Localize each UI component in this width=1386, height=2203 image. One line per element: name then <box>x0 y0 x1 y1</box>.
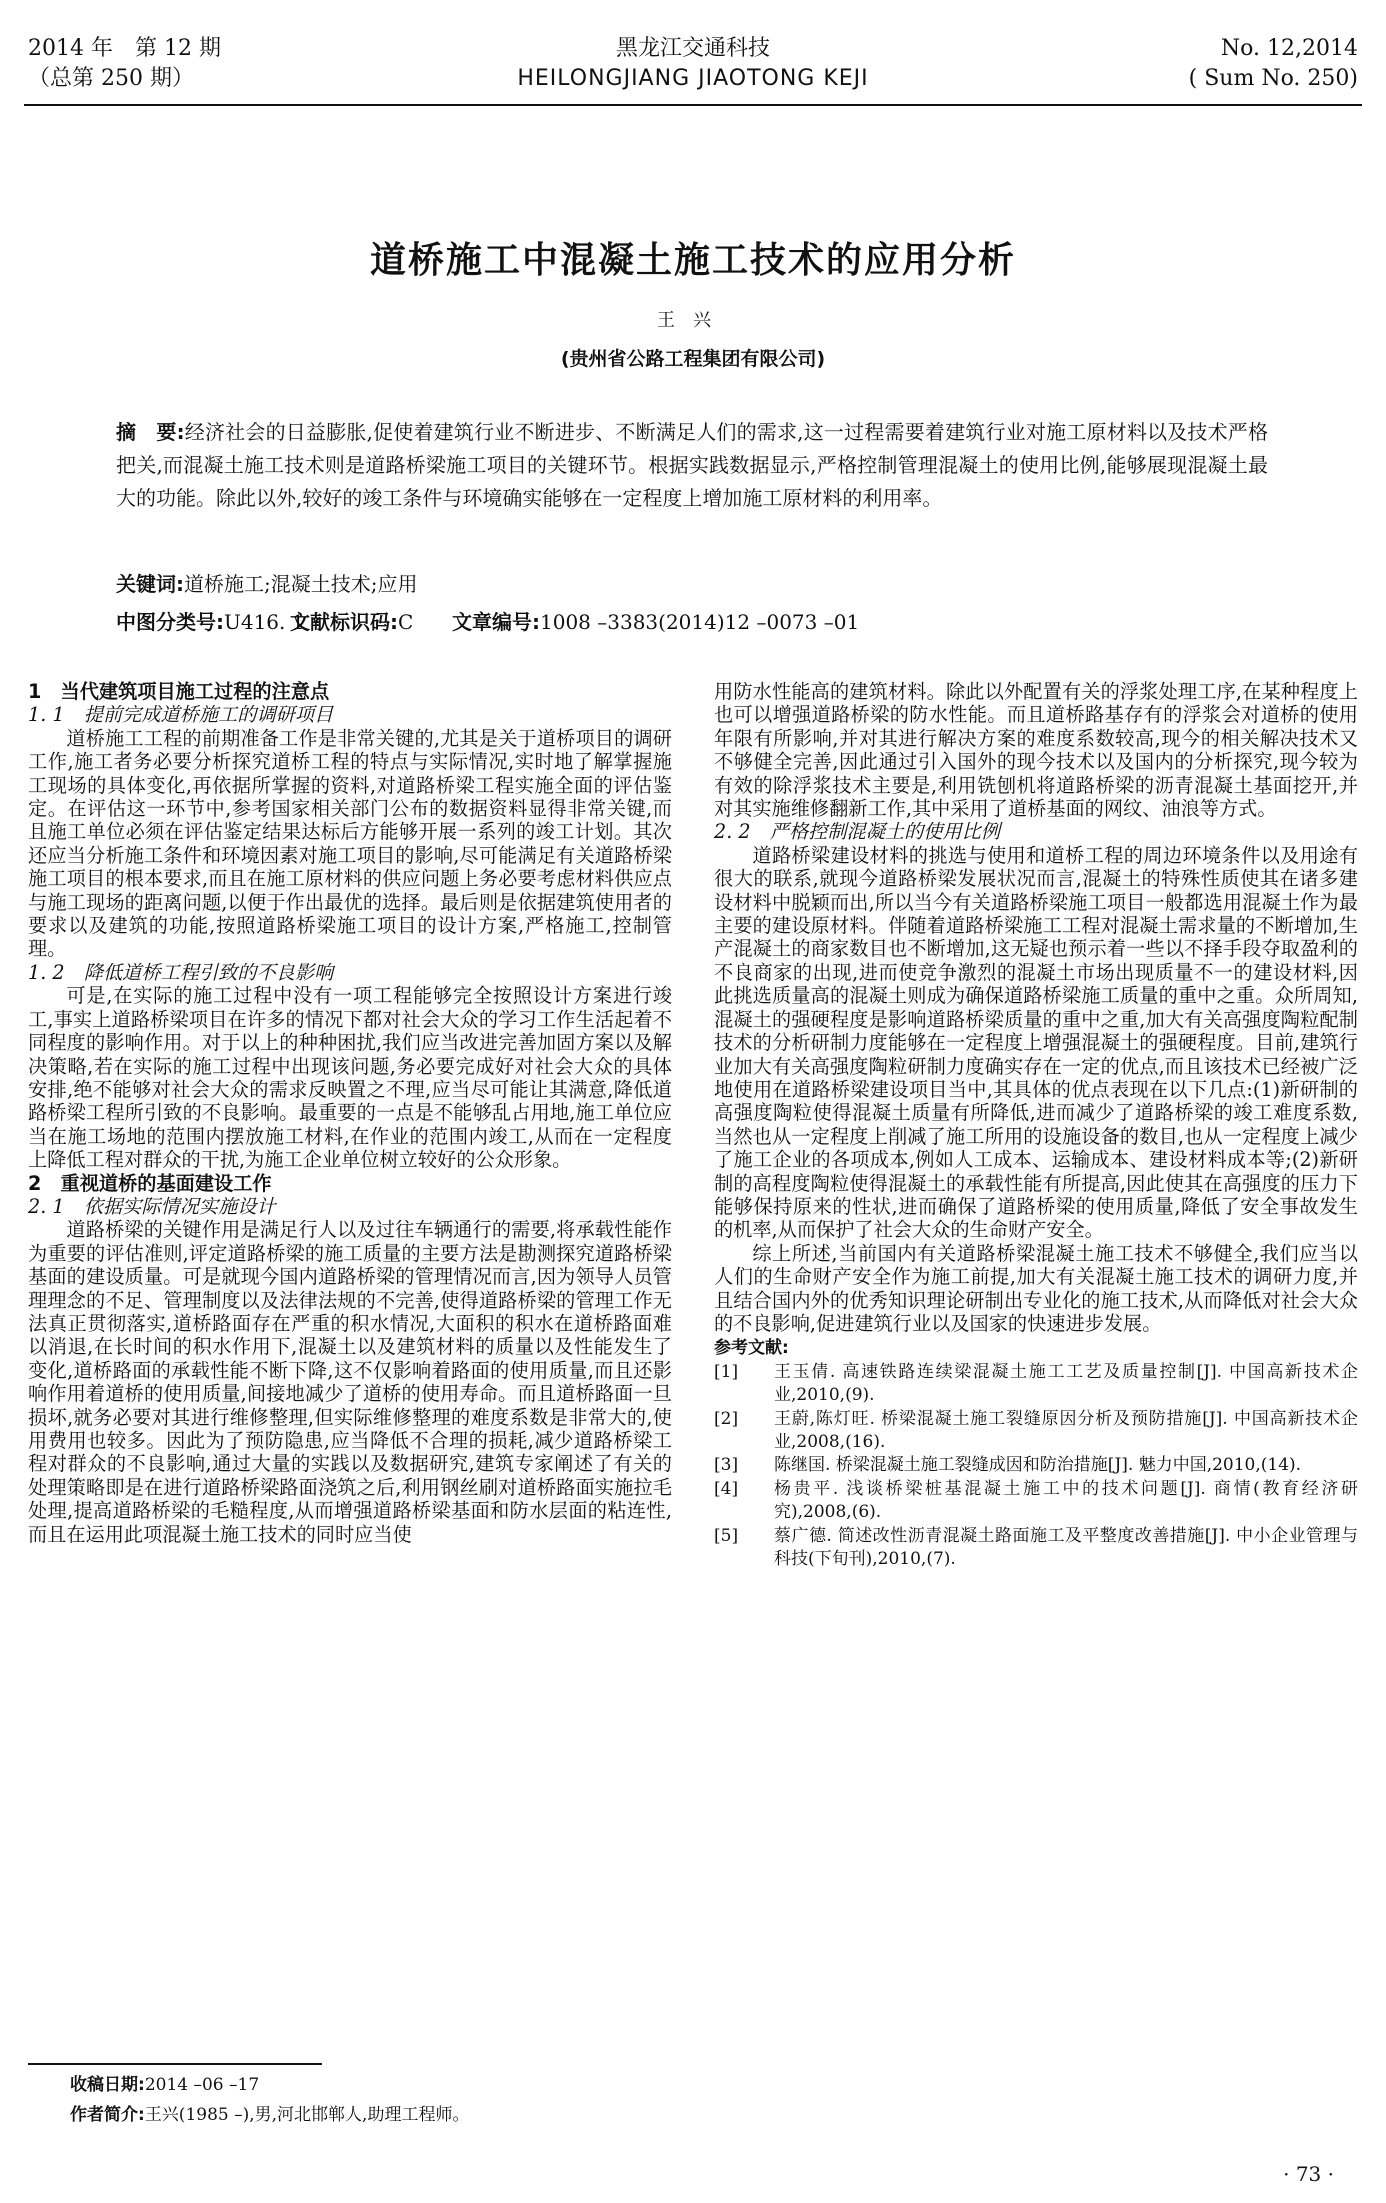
subsection-heading: 1. 1 提前完成道桥施工的调研项目 <box>28 703 334 727</box>
paper-title: 道桥施工中混凝土施工技术的应用分析 <box>369 240 1016 281</box>
reference-text: 蔡广德. 简述改性沥青混凝土路面施工及平整度改善措施[J]. 中小企业管理与科技(下旬刊),2010,(7). <box>774 1525 1358 1570</box>
doc-label: 文献标识码: <box>290 610 398 634</box>
clc-number <box>116 606 304 639</box>
reference-item <box>714 1361 1358 1408</box>
art-label: 文章编号: <box>452 610 540 634</box>
reference-number: [3] <box>714 1455 739 1476</box>
keywords-text: 道桥施工;混凝土技术;应用 <box>184 572 418 596</box>
body-paragraph: 可是,在实际的施工过程中没有一项工程能够完全按照设计方案进行竣工,事实上道路桥梁项目在许多的情况下都对社会大众的学习工作生活起着不同程度的影响作用。对于以上的种种困扰,我们应当改进完善加固方案以及解决策略,若在实际的施工过程中出现该问题,务必要完成好对社会大众的具体安排,绝不能够对社会大众的需求反映置之不理,应当尽可能让其满意,降低道路桥梁工程所引致的不良影响。最重要的一点是不能够乱占用地,施工单位应当在施工场地的范围内摆放施工材料,在作业的范围内竣工,从而在一定程度上降低工程对群众的干扰,为施工企业单位树立较好的公众形象。 <box>28 984 672 1172</box>
received-date <box>70 2074 259 2096</box>
references-heading: 参考文献: <box>714 1338 789 1359</box>
reference-number: [5] <box>714 1525 739 1546</box>
body-column-left <box>28 680 672 1546</box>
section-heading: 1 当代建筑项目施工过程的注意点 <box>28 680 330 703</box>
issue-total: （总第 250 期） <box>28 66 194 91</box>
received-value: 2014 –06 –17 <box>144 2075 260 2095</box>
journal-issue-info-en <box>1189 34 1358 94</box>
reference-item <box>714 1478 1358 1525</box>
issue-number: 2014 年 第 12 期 <box>28 36 221 61</box>
reference-item <box>714 1408 1358 1455</box>
doc-value: C <box>398 610 414 634</box>
header-rule <box>24 104 1362 106</box>
keywords <box>116 568 417 601</box>
issue-number-en: No. 12,2014 <box>1220 36 1358 61</box>
journal-name-cn: 黑龙江交通科技 <box>615 36 770 61</box>
body-column-right <box>714 680 1358 1571</box>
reference-item <box>714 1525 1358 1572</box>
reference-text: 王玉倩. 高速铁路连续梁混凝土施工工艺及质量控制[J]. 中国高新技术企业,2010,(9). <box>774 1361 1358 1406</box>
document-code <box>290 606 413 639</box>
subsection-heading: 2. 1 依据实际情况实施设计 <box>28 1194 276 1218</box>
reference-text: 杨贵平. 浅谈桥梁桩基混凝土施工中的技术问题[J]. 商情(教育经济研究),2008,(6). <box>774 1478 1358 1523</box>
journal-name <box>0 34 1386 94</box>
issue-total-en: ( Sum No. 250) <box>1188 66 1358 91</box>
reference-number: [4] <box>714 1478 739 1499</box>
clc-label: 中图分类号: <box>116 610 224 634</box>
received-label: 收稿日期: <box>70 2075 145 2095</box>
body-paragraph-continued: 用防水性能高的建筑材料。除此以外配置有关的浮浆处理工序,在某种程度上也可以增强道路桥梁的防水性能。而且道桥路基存有的浮浆会对道桥的使用年限有所影响,并对其进行解决方案的难度系数较高,现今的相关解决技术又不够健全完善,因此通过引入国外的现今技术以及国内的分析探究,现今较为有效的除浮浆技术主要是,利用铣刨机将道路桥梁的沥青混凝土基面挖开,并对其实施维修翻新工作,其中采用了道桥基面的网纹、油浪等方式。 <box>714 680 1358 821</box>
author-name: 王兴 <box>657 310 729 331</box>
reference-text: 王蔚,陈灯旺. 桥梁混凝土施工裂缝原因分析及预防措施[J]. 中国高新技术企业,2008,(16). <box>774 1408 1358 1452</box>
section-heading: 2 重视道桥的基面建设工作 <box>28 1171 272 1195</box>
body-paragraph: 道桥施工工程的前期准备工作是非常关键的,尤其是关于道桥项目的调研工作,施工者务必要分析探究道桥工程的特点与实际情况,实时地了解掌握施工现场的具体变化,再依据所掌握的资料,对道路桥梁工程实施全面的评估鉴定。在评估这一环节中,参考国家相关部门公布的数据资料显得非常关键,而且施工单位必须在评估鉴定结果达标后方能够开展一系列的竣工计划。其次还应当分析施工条件和环境因素对施工项目的影响,尽可能满足有关道路桥梁施工项目的根本要求,而且在施工原材料的供应问题上务必要考虑材料供应点与施工现场的距离问题,以便于作出最优的选择。最后则是依据建筑使用者的要求以及建筑的功能,按照道路桥梁施工项目的设计方案,严格施工,控制管理。 <box>28 726 672 961</box>
body-paragraph: 道路桥梁的关键作用是满足行人以及过往车辆通行的需要,将承载性能作为重要的评估准则,评定道路桥梁的施工质量的主要方法是勘测探究道路桥梁基面的建设质量。可是就现今国内道路桥梁的管理情况而言,因为领导人员管理理念的不足、管理制度以及法律法规的不完善,使得道路桥梁的管理工作无法真正贯彻落实,道桥路面存在严重的积水情况,大面积的积水在道桥路面难以消退,在长时间的积水作用下,混凝土以及建筑材料的质量以及性能发生了变化,道桥路面的承载性能不断下降,这不仅影响着路面的使用质量,而且还影响作用着道桥的使用质量,间接地减少了道桥的使用寿命。而且道桥路面一旦损坏,就务必要对其进行维修整理,但实际维修整理的难度系数是非常大的,使用费用也较多。因此为了预防隐患,应当降低不合理的损耗,减少道路桥梁工程对群众的不良影响,通过大量的实践以及数据研究,建筑专家阐述了有关的处理策略即是在进行道路桥梁路面浇筑之后,利用钢丝刷对道桥路面实施拉毛处理,提高道路桥梁的毛糙程度,从而增强道路桥梁基面和防水层面的粘连性,而且在运用此项混凝土施工技术的同时应当使 <box>28 1218 672 1546</box>
author-affiliation: (贵州省公路工程集团有限公司) <box>560 348 826 370</box>
reference-item <box>714 1454 1358 1477</box>
clc-value: U416. 1 <box>224 610 305 634</box>
abstract <box>116 416 1268 515</box>
page-number: · 73 · <box>1283 2162 1334 2186</box>
subsection-heading: 1. 2 降低道桥工程引致的不良影响 <box>28 960 334 984</box>
reference-number: [2] <box>714 1408 739 1429</box>
author-bio-value: 王兴(1985 –),男,河北邯郸人,助理工程师。 <box>144 2105 470 2125</box>
references-list <box>714 1361 1358 1572</box>
author-bio <box>70 2104 469 2126</box>
art-value: 1008 –3383(2014)12 –0073 –01 <box>540 610 860 634</box>
author-bio-label: 作者简介: <box>70 2105 145 2125</box>
abstract-text: 经济社会的日益膨胀,促使着建筑行业不断进步、不断满足人们的需求,这一过程需要着建筑行业对施工原材料以及技术严格把关,而混凝土施工技术则是道路桥梁施工项目的关键环节。根据实践数据显示,严格控制管理混凝土的使用比例,能够展现混凝土最大的功能。除此以外,较好的竣工条件与环境确实能够在一定程度上增加施工原材料的利用率。 <box>116 420 1269 510</box>
article-number <box>452 606 859 639</box>
abstract-label: 摘 要: <box>116 420 185 444</box>
keywords-label: 关键词: <box>116 572 184 596</box>
journal-name-en: HEILONGJIANG JIAOTONG KEJI <box>517 66 869 91</box>
reference-number: [1] <box>714 1361 739 1382</box>
subsection-heading: 2. 2 严格控制混凝土的使用比例 <box>714 820 1001 844</box>
reference-text: 陈继国. 桥梁混凝土施工裂缝成因和防治措施[J]. 魅力中国,2010,(14). <box>774 1455 1302 1476</box>
footnote-rule <box>28 2063 322 2065</box>
body-paragraph: 综上所述,当前国内有关道路桥梁混凝土施工技术不够健全,我们应当以人们的生命财产安全作为施工前提,加大有关混凝土施工技术的调研力度,并且结合国内外的优秀知识理论研制出专业化的施工技术,从而降低对社会大众的不良影响,促进建筑行业以及国家的快速进步发展。 <box>714 1241 1358 1335</box>
body-paragraph: 道路桥梁建设材料的挑选与使用和道桥工程的周边环境条件以及用途有很大的联系,就现今道路桥梁发展状况而言,混凝土的特殊性质使其在诸多建设材料中脱颖而出,所以当今有关道路桥梁施工项目一般都选用混凝土作为最主要的建设原材料。伴随着道路桥梁施工工程对混凝土需求量的不断增加,生产混凝土的商家数目也不断增加,这无疑也预示着一些以不择手段夺取盈利的不良商家的出现,进而使竞争激烈的混凝土市场出现质量不一的建设材料,因此挑选质量高的混凝土则成为确保道路桥梁施工质量的重中之重。众所周知,混凝土的强硬程度是影响道路桥梁质量的重中之重,加大有关高强度陶粒配制技术的分析研制力度能够在一定程度上增强混凝土的强硬程度。目前,建筑行业加大有关高强度陶粒研制力度确实存在一定的优点,而且该技术已经被广泛地使用在道路桥梁建设项目当中,其具体的优点表现在以下几点:(1)新研制的高强度陶粒使得混凝土质量有所降低,进而减少了道路桥梁的竣工难度系数,当然也从一定程度上削减了施工所用的设施设备的数目,也从一定程度上减少了施工企业的各项成本,例如人工成本、运输成本、建设材料成本等;(2)新研制的高程度陶粒使得混凝土的承载性能有所提高,因此使其在高强度的压力下能够保持原来的性状,进而确保了道路桥梁的使用质量,降低了安全事故发生的机率,从而保护了社会大众的生命财产安全。 <box>714 843 1358 1242</box>
